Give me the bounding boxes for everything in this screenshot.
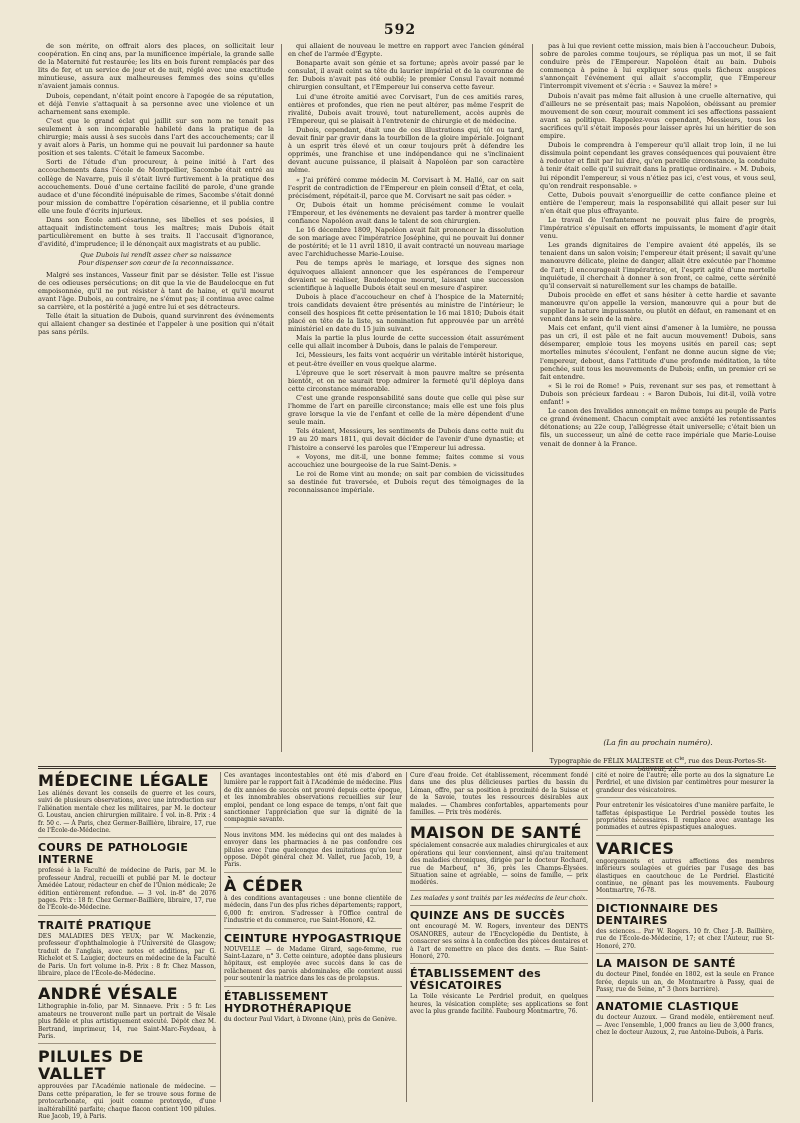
advertisement-body: cité et noire de l'autre; elle porte au dos la signature Le Perdriel, et une division par centimètres pour mesurer la grandeur des vésicatoires. <box>596 772 774 794</box>
paragraph: « J'ai préféré comme médecin M. Corvisart à M. Hallé, car on sait l'esprit de contradiction de l'Empereur en plein conseil d'État, et cela, précisément, répétait-il, parce que M. Corvisart ne sait pas céder. » <box>288 175 524 200</box>
advertisement-title: VARICES <box>596 838 675 858</box>
advertisement-body: Pour entretenir les vésicatoires d'une manière parfaite, le taffetas épispastique Le Perdriel possède toutes les propriétés nécessaires. Il remplace avec avantage les pommades et autres épispastiques analogues. <box>596 802 774 832</box>
paragraph: Dubois n'avait pas même fait allusion à une cruelle alternative, qui d'ailleurs ne se présentait pas; mais Napoléon, obéissant au premier mouvement de son cœur, mourait comment ici ses affections passaient avant sa politique. Rappelez-vous cependant, Messieurs, tous les sacrifices qu'il s'était imposés pour laisser après lui un héritier de son empire. <box>540 91 776 141</box>
advertisement <box>38 920 216 981</box>
advertisement <box>224 991 402 1026</box>
paragraph: L'épreuve que le sort réservait à mon pauvre maître se présenta bientôt, et on ne saurait trop admirer la fermeté qu'il déploya dans cette circonstance mémorable. <box>288 368 524 393</box>
verse-quote <box>38 251 274 267</box>
paragraph: Dans son École anti-césarienne, ses libelles et ses poésies, il attaquait indistinctement tous les maîtres; mais Dubois était particulièrement en butte à ses traits. Il l'accusait d'ignorance, d'avidité, d'imprudence; il le dénonçait aux magistrats et au public. <box>38 215 274 249</box>
advertisement <box>596 802 774 836</box>
paragraph: Mais la partie la plus lourde de cette succession était assurément celle qui allait incomber à Dubois, dans le palais de l'empereur. <box>288 334 524 351</box>
paragraph: Dubois le comprendra à l'empereur qu'il allait trop loin, il ne lui dissimula point cependant les graves conséquences qui pouvaient être à redouter et finit par lui dire, qu'en pareille circonstance, la conduite à tenir était celle qu'il suivrait dans la pratique ordinaire. « M. Dubois, lui répondit l'empereur, si vous n'étiez pas ici, c'est vous, et vous seul, qu'on rendrait responsable. » <box>540 141 776 190</box>
advertisement <box>410 895 588 906</box>
article-column-middle <box>288 42 524 754</box>
advertisement <box>596 903 774 954</box>
advertisement-title: ÉTABLISSEMENT des VÉSICATOIRES <box>410 967 542 993</box>
paragraph: Or, Dubois était un homme précisément comme le voulait l'Empereur, et les événements ne devaient pas tarder à montrer quelle confiance Napoléon avait dans le talent de son chirurgien. <box>288 200 524 225</box>
advertisement-body: Lithographie in-folio, par M. Sinnaeve. Prix : 5 fr. Les amateurs ne trouveront nulle part un portrait de Vésale plus fidèle et plus artistiquement exécuté. Dépôt chez M. Bertrand, imprimeur, 14, rue Saint-Marc-Feydeau, à Paris. <box>38 1003 216 1040</box>
imprint-text: , rue des Deux-Portes-St-Sauveur, 22. <box>637 757 767 774</box>
column-divider <box>406 772 407 1102</box>
column-divider <box>281 44 282 752</box>
paragraph: Le travail de l'enfantement ne pouvait plus faire de progrès, l'impératrice s'épuisait en efforts impuissants, le moment d'agir était venu. <box>540 215 776 241</box>
printer-imprint: Typographie de FÉLIX MALTESTE et $C^{ie}$, rue des Deux-Portes-St-Sauveur, 22. <box>549 756 767 774</box>
advertisement-body: du docteur Auzoux. — Grand modèle, entièrement neuf. — Avec l'ensemble, 1,000 francs au lieu de 3,000 francs, chez le docteur Auzoux, 2, rue Antoine-Dubois, à Paris. <box>596 1014 774 1037</box>
paragraph: Malgré ses instances, Vasseur finit par se désister. Telle est l'issue de ces odieuses persécutions; on dit que la vie de Baudelocque en fut empoisonnée, qu'il ne put résister à tant de haine, et qu'il mourut avant l'âge. Dubois, au contraire, ne s'émut pas; il continua avec calme sa carrière, et la postérité a jugé entre lui et ses détracteurs. <box>38 270 274 311</box>
verse-line: Pour dispenser son cœur de la reconnaissance. <box>78 259 234 268</box>
advertisement-body: approuvées par l'Académie nationale de médecine. — Dans cette préparation, le fer se trouve sous forme de protocarbonate, qui jouit comme protoxyde, d'une inaltérabilité parfaite; chaque flacon contient 100 pilules. Rue Jacob, 19, à Paris. <box>38 1083 216 1120</box>
advertisement-body: Les malades y sont traités par les médecins de leur choix. <box>410 894 588 902</box>
advertisement-body: à des conditions avantageuses : une bonne clientèle de médecin, dans l'un des plus riches départements; rapport, 6,000 fr. environ. S'adresser à l'Office central de l'industrie et du commerce, rue Saint-Honoré, 42. <box>224 894 402 925</box>
advertisement <box>38 772 216 838</box>
advertisement-body: Nous invitons MM. les médecins qui ont des malades à envoyer dans les pharmacies à ne pas confondre ces pilules avec l'une quelconque des imitations qu'on leur oppose. Dépôt général chez M. Vallet, rue Jacob, 19, à Paris. <box>224 831 402 869</box>
paragraph: C'est que le grand éclat qui jaillit sur son nom ne tenait pas seulement à son incomparable habileté dans la pratique de la chirurgie; mais aussi à ses succès dans l'art des accouchements; car il y avait alors à Paris, un homme qui ne pouvait lui pardonner sa haute position et ses talents. C'était le fameux Sacombe. <box>38 116 274 158</box>
column-divider <box>220 772 221 1102</box>
paragraph: Dubois à place d'accoucheur en chef à l'hospice de la Maternité; trois candidats devaient être présentés au ministre de l'intérieur; le conseil des hospices fit cette présentation le 16 mai 1810; Dubois était placé en tête de la liste, sa nomination fut approuvée par un arrêté ministériel en date du 15 juin suivant. <box>288 292 524 334</box>
advertisement-body: des sciences... Par W. Rogers. 10 fr. Chez J.-B. Baillière, rue de l'École-de-Médecine, 17; et chez l'Auteur, rue St-Honoré, 270. <box>596 927 774 950</box>
paragraph: Ici, Messieurs, les faits vont acquérir un véritable intérêt historique, et peut-être éveiller en vous quelque alarme. <box>288 351 524 368</box>
advertisement <box>224 772 402 828</box>
advertisements-section <box>38 771 776 1120</box>
advertisement <box>38 1048 216 1123</box>
advertisement <box>224 933 402 987</box>
column-divider <box>592 772 593 1102</box>
page-number: 592 <box>383 22 417 38</box>
advertisement-title: À CÉDER <box>224 875 304 895</box>
paragraph: Telle était la situation de Dubois, quand survinrent des événements qui allaient changer sa destinée et l'appeler à une position qui n'était pas sans périls. <box>38 312 274 337</box>
paragraph: Le roi de Rome vint au monde; on sait par combien de vicissitudes sa destinée fut traversée, et Dubois reçut des témoignages de la reconnaissance impériale. <box>288 469 524 494</box>
advertisement <box>224 832 402 873</box>
advertisement <box>38 842 216 915</box>
paragraph: Cette, Dubois pouvait s'enorgueillir de cette confiance pleine et entière de l'empereur, mais la responsabilité qui allait peser sur lui n'en était que plus effrayante. <box>540 190 776 215</box>
advertisement-body: du docteur Paul Vidart, à Divonne (Ain), près de Genève. <box>224 1015 397 1023</box>
advertisement-title: MAISON DE SANTÉ <box>410 823 582 843</box>
advertisement-body: professé à la Faculté de médecine de Paris, par M. le professeur Andral, recueilli et publié par M. le docteur Amédée Latour, rédacteur en chef de l'Union médicale; 2e édition entièrement refondue. — 3 vol. in-8° de 2076 pages. Prix : 18 fr. Chez Germer-Baillière, libraire, 17, rue de l'École-de-Médecine. <box>38 867 216 912</box>
paragraph: Mais cet enfant, qu'il vient ainsi d'amener à la lumière, ne poussa pas un cri, il est pâle et ne fait aucun mouvement! Dubois, sans désemparer, emploie tous les moyens usités en pareil cas; sept mortelles minutes s'écoulent, l'enfant ne donne aucun signe de vie; l'empereur, debout, dans l'attitude d'une profonde méditation, la tête penchée, suit tous les mouvements de Dubois; enfin, un premier cri se fait entendre. <box>540 324 776 381</box>
ad-column <box>224 772 402 1102</box>
advertisement <box>224 877 402 929</box>
advertisement <box>596 772 774 798</box>
paragraph: Tels étaient, Messieurs, les sentiments de Dubois dans cette nuit du 19 au 20 mars 1811, qui devait décider de l'avenir d'une dynastie; et l'histoire a conservé les paroles que l'Empereur lui adressa. <box>288 427 524 452</box>
ad-column <box>410 772 588 1102</box>
advertisement <box>596 840 774 899</box>
advertisement-body: Les aliénés devant les conseils de guerre et les cours, suivi de plusieurs observations, avec une introduction sur l'aliénation mentale chez les militaires, par M. le docteur G. Loustau, ancien chirurgien militaire. 1 vol. in-8. Prix : 4 fr. 50 c. — À Paris, chez Germer-Baillière, libraire, 17, rue de l'École-de-Médecine. <box>38 790 216 835</box>
continuation-note: (La fin au prochain numéro). <box>603 738 713 747</box>
advertisement-title: LA MAISON DE SANTÉ <box>596 957 736 971</box>
paragraph: Sorti de l'étude d'un procureur, à peine initié à l'art des accouchements dans l'école de Montpellier, Sacombe était entré au collège de Navarre, puis il s'était livré furtivement à la pratique des accouchements. Doué d'une certaine facilité de parole, d'une grande audace et d'une fécondité inépuisable de rimes, Sacombe s'était donné pour mission de combattre l'opération césarienne, et il publia contre elle une foule d'écrits injurieux. <box>38 158 274 215</box>
advertisement-title: ANATOMIE CLASTIQUE <box>596 1000 739 1014</box>
column-divider <box>532 44 533 752</box>
advertisement-title: ÉTABLISSEMENT HYDROTHÉRAPIQUE <box>224 989 352 1015</box>
paragraph: Dubois, cependant, n'était point encore à l'apogée de sa réputation, et déjà l'envie s'attaquait à sa personne avec une violence et un acharnement sans exemple. <box>38 91 274 116</box>
paragraph: Bonaparte avait son génie et sa fortune; après avoir passé par le consulat, il avait ceint sa tête du laurier impérial et de la couronne de fer. Dubois n'avait pas été oublié; le premier Consul l'avait nommé chirurgien consultant, et l'Empereur lui conserva cette faveur. <box>288 59 524 92</box>
imprint-text: Typographie de FÉLIX MALTESTE et C <box>549 757 680 766</box>
ad-column <box>596 772 774 1102</box>
advertisement <box>410 910 588 964</box>
advertisement-title: CEINTURE HYPOGASTRIQUE <box>224 931 402 945</box>
paragraph: Les grands dignitaires de l'empire avaient été appelés, ils se tenaient dans un salon voisin; l'empereur était présent; il savait qu'une manœuvre délicate, pleine de danger, allait être exécutée par l'homme de l'art; il encourageait l'impératrice, et, l'esprit agité d'une mortelle inquiétude, il cherchait à donner à son front, ce calme, cette sérénité qu'il conservait si naturellement sur les champs de bataille. <box>540 241 776 290</box>
paragraph: Le 16 décembre 1809, Napoléon avait fait prononcer la dissolution de son mariage avec l'impératrice Joséphine, qui ne pouvait lui donner de postérité; et le 11 avril 1810, il avait contracté un nouveau mariage avec l'archiduchesse Marie-Louise. <box>288 226 524 259</box>
ad-column <box>38 771 216 1120</box>
advertisement-body: NOUVELLE — de Madame Girard, sage-femme, rue Saint-Lazare, n° 3. Cette ceinture, adoptée dans plusieurs hôpitaux, est employée avec succès dans le cas de relâchement des parois abdominales; elle convient aussi pour soutenir la matrice dans les cas de prolapsus. <box>224 945 402 983</box>
advertisement <box>410 824 588 890</box>
advertisement <box>596 1001 774 1039</box>
advertisement-body: La Toile vésicante Le Perdriel produit, en quelques heures, la vésication complète; ses applications se font avec la plus grande facilité. Faubourg Montmartre, 76. <box>410 993 588 1016</box>
paragraph: qui allaient de nouveau le mettre en rapport avec l'ancien général en chef de l'armée d'Égypte. <box>288 42 524 59</box>
advertisement-body: DES MALADIES DES YEUX; par W. Mackenzie, professeur d'ophthalmologie à l'Université de Glasgow; traduit de l'anglais, avec notes et additions, par G. Richelot et S. Laugier, docteurs en médecine de la Faculté de Paris. Un fort volume in-8. Prix : 8 fr. Chez Masson, libraire, place de l'École-de-Médecine. <box>38 932 216 977</box>
paragraph: de son mérite, on offrait alors des places, on sollicitait leur coopération. En cinq ans, par la munificence impériale, la grande salle de la Maternité fut restaurée; les lits en bois furent remplacés par des lits de fer, et un service de jour et de nuit, réglé avec une exactitude minutieuse, assura aux malheureuses femmes des soins qu'elles n'avaient jamais connus. <box>38 42 274 91</box>
advertisement-title: QUINZE ANS DE SUCCÈS <box>410 909 566 923</box>
advertisement-title: ANDRÉ VÉSALE <box>38 984 178 1004</box>
paragraph: « Voyons, me dit-il, une bonne femme; faites comme si vous accouchiez une bourgeoise de la rue Saint-Denis. » <box>288 452 524 469</box>
paragraph: pas à lui que revient cette mission, mais bien à l'accoucheur. Dubois, sobre de paroles comme toujours, se répliqua pas un mot, il se fait conduire près de l'Empereur. Napoléon était au bain. Dubois commença à peine à lui expliquer sous quels fâcheux auspices s'annonçait l'événement qui allait s'accomplir, que l'Empereur l'interrompit vivement et s'écria : « Sauvez la mère! » <box>540 42 776 91</box>
paragraph: C'est une grande responsabilité sans doute que celle qui pèse sur l'homme de l'art en pareille circonstance; mais elle est une fois plus grave lorsque la vie de l'enfant et celle de la mère dépendent d'une seule main. <box>288 393 524 427</box>
article-column-left <box>38 42 274 754</box>
paragraph: Dubois procède en effet et sans hésiter à cette hardie et savante manœuvre qu'on appelle la version, manœuvre qui a pour but de supplier la nature impuissante, ou plutôt en défaut, en ramenant et en venant dans le sein de la mère. <box>540 290 776 324</box>
article-column-right <box>540 42 776 732</box>
paragraph: Dubois, cependant, était une de ces illustrations qui, tôt ou tard, devait finir par gravir dans la tourbillon de la gloire impériale. Joignant à un esprit très élevé et un cœur toujours prêt à défendre les opprimés, une franchise et une indépendance qui ne s'inclinaient devant aucune puissance, il plaisait à Napoléon par son caractère même. <box>288 125 524 175</box>
verse-line: Que Dubois lui rendît assez cher sa naissance <box>80 251 232 260</box>
advertisement <box>38 985 216 1044</box>
paragraph: Peu de temps après le mariage, et lorsque des signes non équivoques allaient annoncer que les espérances de l'empereur devaient se réaliser, Baudelocque mourut, laissant une succession scientifique à laquelle Dubois était seul en mesure d'aspirer. <box>288 259 524 292</box>
advertisement <box>596 958 774 997</box>
paragraph: Lui d'une étroite amitié avec Corvisart, l'un de ces amitiés rares, entières et profondes, que rien ne peut altérer, pas même l'esprit de rivalité, Dubois avait trouvé, tout naturellement, accès auprès de l'Empereur, qui se plaisait à l'entretenir de chirurgie et de médecine. <box>288 92 524 125</box>
paragraph: « Si le roi de Rome! » Puis, revenant sur ses pas, et remettant à Dubois son précieux fardeau : « Baron Dubois, lui dit-il, voilà votre enfant! » <box>540 381 776 407</box>
advertisement-title: DICTIONNAIRE DES DENTAIRES <box>596 901 719 927</box>
advertisement-body: Cure d'eau froide. Cet établissement, récemment fondé dans une des plus délicieuses parties du bassin du Léman, offre, par sa position à proximité de la Suisse et de la Savoie, toutes les ressources désirables aux malades. — Chambres confortables, appartements pour familles. — Prix très modérés. <box>410 772 588 817</box>
advertisement-body: spécialement consacrée aux maladies chirurgicales et aux opérations qui leur conviennent, ainsi qu'au traitement des maladies chroniques, dirigée par le docteur Rochard, rue de Marbeuf, n° 36, près les Champs-Élysées. Situation saine et agréable, — soins de famille, — prix modérés. <box>410 842 588 887</box>
advertisement <box>410 772 588 820</box>
advertisement-title: TRAITÉ PRATIQUE <box>38 918 152 932</box>
advertisement-body: ont encouragé M. W. Rogers, inventeur des DENTS OSANORES, auteur de l'Encyclopédie du Dentiste, à consacrer ses soins à la confection des pièces dentaires et à l'art de remettre en place des dents. — Rue Saint-Honoré, 270. <box>410 923 588 960</box>
advertisement-title: MÉDECINE LÉGALE <box>38 771 209 790</box>
section-divider <box>38 766 776 769</box>
advertisement <box>410 968 588 1018</box>
advertisement-body: du docteur Pinel, fondée en 1802, est la seule en France ferée, depuis un an, de Montmartre à Passy, quai de Passy, rue de Seine, n° 3 (hors barrière). <box>596 971 774 993</box>
advertisement-title: PILULES DE VALLET <box>38 1047 144 1084</box>
advertisement-body: Ces avantages incontestables ont été mis d'abord en lumière par le rapport fait à l'Académie de médecine. Plus de dix années de succès ont prouvé depuis cette époque, et les innombrables observations recueillies sur leur emploi, pendant ce long espace de temps, n'ont fait que sanctionner l'appréciation que sur la dignité de la compagnie savante. <box>224 772 402 824</box>
advertisement-body: engorgements et autres affections des membres inférieurs soulagées et guéries par l'usage des bas élastiques en caoutchouc de Le Perdriel. Élasticité continue, ne gênant pas les mouvements. Faubourg Montmartre, 76-78. <box>596 857 774 895</box>
paragraph: Le canon des Invalides annonçait en même temps au peuple de Paris ce grand événement. Chacun comptait avec anxiété les retentissantes détonations; au 22e coup, l'allégresse était universelle; c'était bien un fils, un successeur, un aîné de cette race impériale que Marie-Louise venait de donner à la France. <box>540 407 776 448</box>
advertisement-title: COURS DE PATHOLOGIE INTERNE <box>38 841 189 867</box>
